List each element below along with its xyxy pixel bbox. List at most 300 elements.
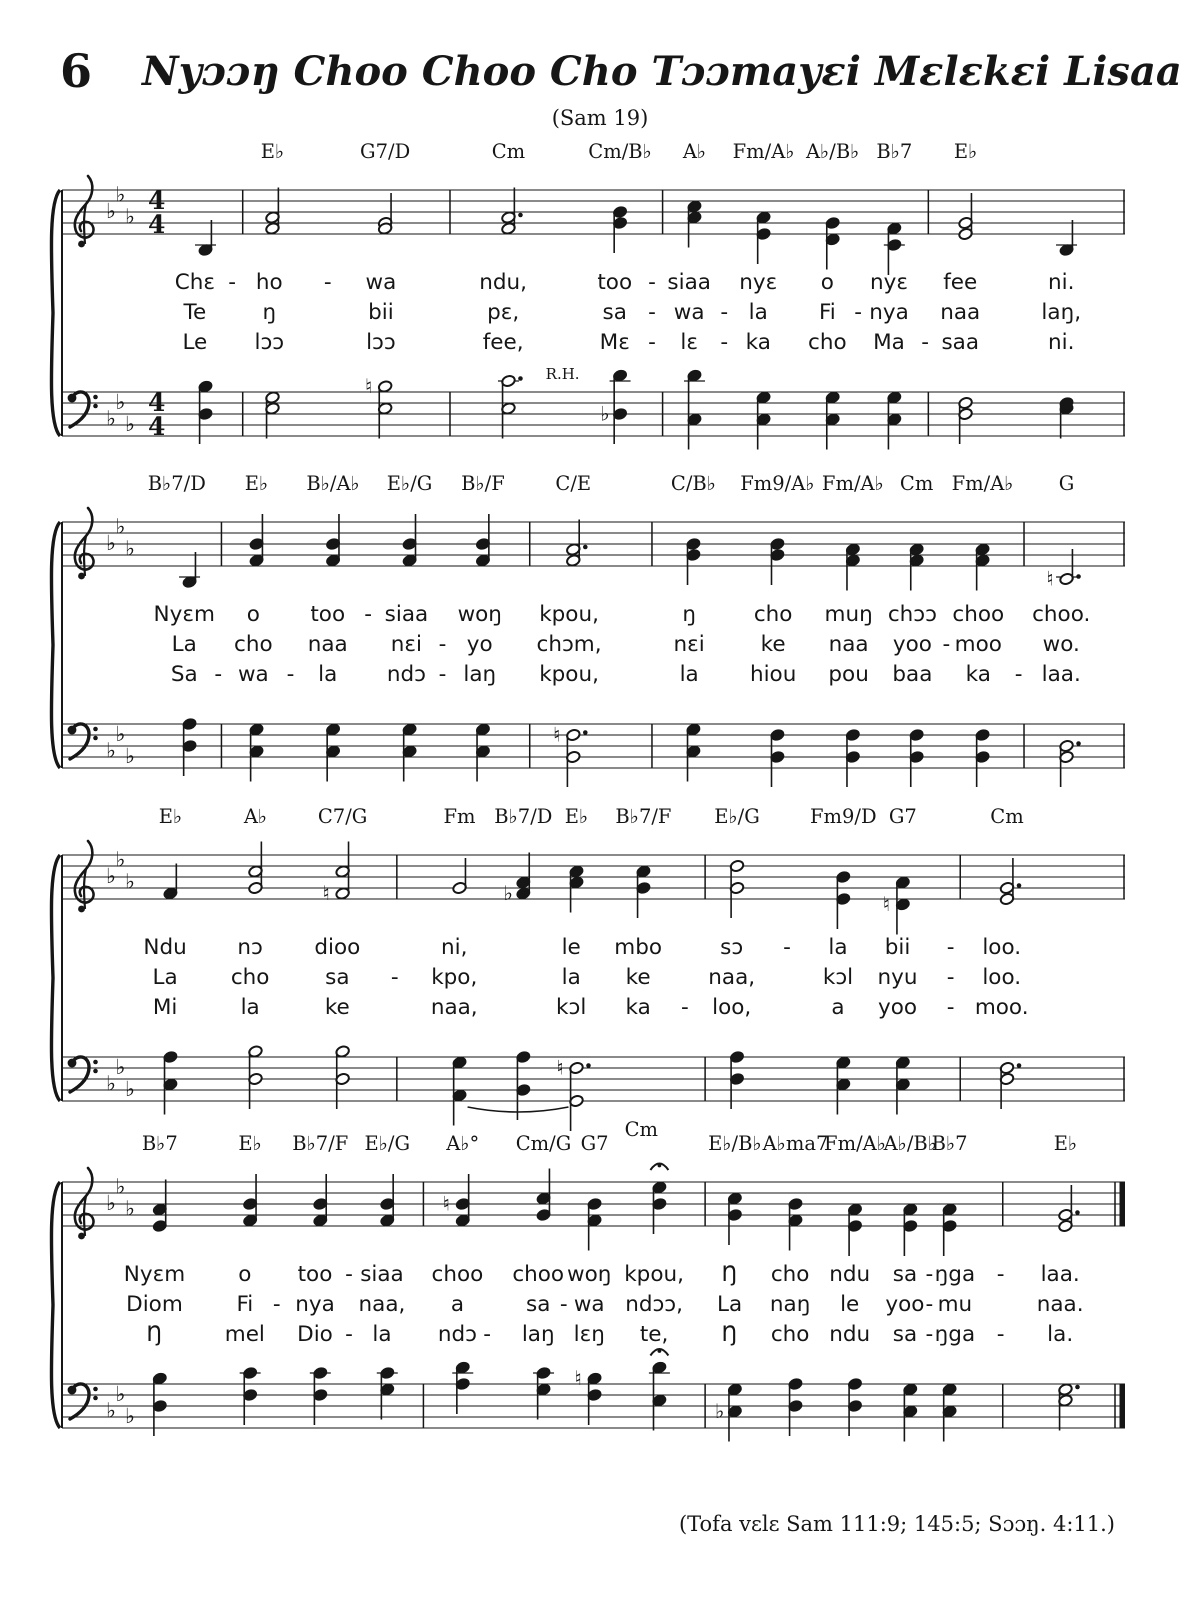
key-signature-flat: ♭ <box>125 536 135 561</box>
note-half <box>729 859 744 918</box>
fermata-icon <box>658 1164 662 1168</box>
verse-line <box>62 662 1125 692</box>
chord-label: Fm <box>443 805 476 828</box>
bass-clef-icon <box>70 1057 89 1092</box>
key-signature-flat: ♭ <box>115 722 126 746</box>
chord-label: B♭7/D <box>494 805 553 828</box>
augmentation-dot <box>586 1063 591 1068</box>
syllable-hyphen: - <box>648 300 656 325</box>
natural-accidental: ♮ <box>1046 566 1054 591</box>
syllable-hyphen: - <box>946 965 955 990</box>
lyric-syllable: naa <box>307 632 348 657</box>
lyric-syllable: Ma <box>873 330 905 355</box>
lyric-syllable: mbo <box>614 935 663 960</box>
lyric-syllable: chɔɔ <box>887 602 937 627</box>
syllable-hyphen: - <box>996 1322 1005 1347</box>
note-half <box>498 374 523 438</box>
syllable-hyphen: - <box>925 1292 934 1317</box>
lyric-syllable: te, <box>639 1322 669 1347</box>
lyric-syllable: kpo, <box>431 965 478 990</box>
lyric-syllable: moo <box>954 632 1002 657</box>
lyric-syllable: siaa <box>667 270 711 295</box>
lyric-syllable: kpou, <box>539 662 599 687</box>
note-half <box>323 842 351 906</box>
treble-staff <box>62 162 1125 262</box>
augmentation-dot <box>1076 574 1081 579</box>
note-half <box>265 188 280 236</box>
lyric-syllable: wa <box>365 270 397 295</box>
key-signature-flat: ♭ <box>115 847 126 872</box>
chord-label: A♭/B♭ <box>805 140 860 163</box>
lyric-syllable: woŋ <box>457 602 502 627</box>
chord-row <box>62 805 1125 827</box>
lyric-syllable: nɛi <box>673 632 705 657</box>
lyric-syllable: kpou, <box>624 1262 684 1287</box>
key-signature-flat: ♭ <box>125 1077 135 1101</box>
note-quarter <box>475 723 490 782</box>
key-signature-flat: ♭ <box>106 531 116 555</box>
lyric-syllable: la <box>828 935 848 960</box>
lyric-syllable: sa <box>892 1322 918 1347</box>
lyric-syllable: ka <box>965 662 991 687</box>
lyrics-block <box>62 935 1125 1025</box>
staff-system <box>62 140 1125 454</box>
key-signature-flat: ♭ <box>106 199 116 223</box>
lyric-syllable: ke <box>625 965 651 990</box>
time-signature-bottom: 4 <box>148 412 166 441</box>
key-signature-flat: ♭ <box>115 182 126 207</box>
chord-label: B♭7 <box>141 1132 178 1155</box>
lyric-syllable: ndu <box>829 1262 871 1287</box>
chord-label: Fm/A♭ <box>824 1132 886 1155</box>
note-quarter <box>883 876 911 935</box>
note-quarter <box>649 1349 670 1431</box>
note-quarter <box>687 200 702 248</box>
time-signature-bottom: 4 <box>148 210 166 239</box>
key-signature-flat: ♭ <box>125 412 135 436</box>
chord-label: Cm <box>624 1118 659 1141</box>
note-quarter <box>686 723 701 782</box>
note-quarter <box>895 1056 910 1115</box>
key-signature-flat: ♭ <box>125 1196 135 1221</box>
bass-staff <box>62 1358 1125 1446</box>
note-quarter <box>533 1366 554 1419</box>
lyric-syllable: cho <box>808 330 847 355</box>
treble-clef-icon <box>78 1233 85 1240</box>
syllable-hyphen: - <box>921 330 930 355</box>
lyric-syllable: laŋ <box>521 1322 555 1347</box>
flat-accidental: ♭ <box>600 401 610 426</box>
bass-clef-icon <box>93 1387 98 1392</box>
note-quarter <box>612 205 627 253</box>
chord-label: A♭/B♭ <box>883 1132 937 1155</box>
lyric-syllable: nya <box>295 1292 335 1317</box>
lyric-syllable: Sa <box>170 662 198 687</box>
note-quarter <box>825 216 840 269</box>
note-quarter <box>942 1383 957 1442</box>
chord-label: E♭/G <box>364 1132 411 1155</box>
lyric-syllable: La <box>716 1292 743 1317</box>
note-half <box>452 858 467 895</box>
syllable-hyphen: - <box>946 935 955 960</box>
lyric-syllable: Mɛ <box>599 330 630 355</box>
treble-staff <box>62 494 1125 594</box>
lyric-syllable: naa <box>828 632 869 657</box>
lyric-syllable: Ndu <box>143 935 187 960</box>
note-half <box>248 842 263 895</box>
page-subtitle: (Sam 19) <box>551 106 649 130</box>
lyric-syllable: woŋ <box>567 1262 612 1287</box>
syllable-hyphen: - <box>438 662 447 687</box>
syllable-hyphen: - <box>648 330 656 355</box>
syllable-hyphen: - <box>720 300 729 325</box>
key-signature-flat: ♭ <box>125 1404 135 1428</box>
note-quarter <box>195 220 216 257</box>
system-brace <box>51 522 60 768</box>
chord-label: B♭7/F <box>292 1132 349 1155</box>
system-brace <box>51 855 60 1101</box>
key-signature-flat: ♭ <box>115 1055 126 1079</box>
chord-label: E♭ <box>260 140 285 163</box>
lyric-syllable: kɔl <box>556 995 587 1020</box>
note-quarter <box>909 728 924 787</box>
note-quarter <box>163 1050 178 1114</box>
lyric-syllable: Fi <box>818 300 836 325</box>
verse-line <box>62 995 1125 1025</box>
lyric-syllable: lɔɔ <box>254 330 285 355</box>
syllable-hyphen: - <box>323 270 332 295</box>
lyric-syllable: la <box>318 662 338 687</box>
syllable-hyphen: - <box>996 1262 1005 1287</box>
lyric-syllable: siaa <box>384 602 429 627</box>
key-signature-flat: ♭ <box>115 1382 126 1406</box>
fermata-icon <box>658 1349 662 1353</box>
chord-label: Fm/A♭ <box>732 140 795 163</box>
lyric-syllable: nyu <box>877 965 918 990</box>
note-half <box>265 391 280 439</box>
lyrics-block <box>62 270 1125 360</box>
natural-accidental: ♮ <box>322 881 330 905</box>
chord-label: C/E <box>555 472 592 495</box>
syllable-hyphen: - <box>925 1322 934 1347</box>
verse-line <box>62 330 1125 360</box>
note-quarter <box>152 1372 167 1436</box>
lyric-syllable: saa <box>941 330 980 355</box>
lyric-syllable: nyɛ <box>870 270 908 295</box>
lyric-syllable: kɔl <box>822 965 854 990</box>
key-signature-flat: ♭ <box>106 864 116 888</box>
syllable-hyphen: - <box>438 632 447 657</box>
lyric-syllable: yoo <box>892 632 932 657</box>
key-signature-flat: ♭ <box>125 744 135 768</box>
lyric-syllable: pɛ, <box>487 300 520 325</box>
note-half <box>1058 1383 1080 1431</box>
lyric-syllable: dioo <box>314 935 361 960</box>
note-quarter <box>240 1366 261 1425</box>
lyric-syllable: pou <box>828 662 869 687</box>
syllable-hyphen: - <box>272 1292 281 1317</box>
lyric-syllable: mu <box>937 1292 973 1317</box>
chord-label: Fm9/A♭ <box>740 472 815 495</box>
lyric-syllable: ŋga <box>934 1262 976 1287</box>
lyric-syllable: o <box>238 1262 252 1287</box>
note-quarter <box>975 543 990 591</box>
lyric-syllable: nyɛ <box>739 270 778 295</box>
lyric-syllable: lɔɔ <box>366 330 396 355</box>
note-quarter <box>727 1192 742 1245</box>
key-signature-flat: ♭ <box>106 406 116 431</box>
chord-row <box>62 472 1125 494</box>
treble-clef-icon <box>78 241 85 248</box>
lyric-syllable: naa <box>940 300 981 325</box>
note-half <box>553 723 587 788</box>
chord-label: B♭7 <box>876 140 913 163</box>
syllable-hyphen: - <box>214 662 223 687</box>
note-quarter <box>569 865 584 913</box>
augmentation-dot <box>583 545 588 550</box>
lyric-syllable: sɔ <box>720 935 744 960</box>
natural-accidental: ♮ <box>553 722 561 747</box>
chord-label: E♭ <box>238 1132 262 1155</box>
note-quarter <box>845 728 860 787</box>
system-brace <box>44 190 62 436</box>
key-signature-flat: ♭ <box>115 1174 126 1199</box>
natural-accidental: ♮ <box>365 374 373 398</box>
natural-accidental: ♮ <box>556 1055 564 1080</box>
lyric-syllable: ke <box>760 632 786 657</box>
lyric-syllable: lɛ <box>680 330 698 355</box>
note-quarter <box>942 1203 957 1256</box>
bass-clef-icon <box>93 1396 98 1401</box>
note-half <box>958 396 973 444</box>
lyric-syllable: la. <box>1047 1322 1074 1347</box>
syllable-hyphen: - <box>854 300 863 325</box>
chord-label: B♭/A♭ <box>306 472 360 495</box>
bass-clef-icon <box>70 392 89 427</box>
lyric-syllable: laa. <box>1041 662 1081 687</box>
lyric-syllable: fee, <box>482 330 524 355</box>
syllable-hyphen: - <box>390 965 399 990</box>
final-barline <box>1120 1182 1126 1226</box>
verse-line <box>62 965 1125 995</box>
note-quarter <box>600 369 631 444</box>
chord-label: G7 <box>580 1132 609 1155</box>
chord-label: Cm/B♭ <box>588 140 652 163</box>
system-brace <box>51 190 60 436</box>
lyric-syllable: Ŋ <box>721 1262 738 1287</box>
note-quarter <box>310 1366 331 1425</box>
lyric-syllable: Chɛ <box>174 270 216 295</box>
bass-clef-icon <box>70 724 89 759</box>
rh-label: R.H. <box>545 365 580 383</box>
hymn-number: 6 <box>60 44 93 98</box>
syllable-hyphen: - <box>946 995 955 1020</box>
lyric-syllable: laa. <box>1040 1262 1080 1287</box>
note-quarter <box>1059 396 1074 438</box>
syllable-hyphen: - <box>1014 662 1023 687</box>
note-quarter <box>770 537 785 585</box>
lyric-syllable: cho <box>770 1322 810 1347</box>
note-quarter <box>179 552 200 589</box>
lyric-syllable: Ŋ <box>146 1322 163 1347</box>
lyric-syllable: la <box>240 995 260 1020</box>
staff-system <box>62 472 1125 786</box>
note-half <box>335 1045 350 1109</box>
syllable-hyphen: - <box>364 602 373 627</box>
lyric-syllable: yoo <box>877 995 918 1020</box>
augmentation-dot <box>518 376 523 381</box>
scripture-reference: (Tofa vɛlɛ Sam 111:9; 145:5; Sɔɔŋ. 4:11.) <box>678 1512 1115 1536</box>
time-signature-top: 4 <box>148 186 166 215</box>
treble-staff <box>62 1154 1125 1254</box>
lyric-syllable: too <box>297 1262 333 1287</box>
verse-line <box>62 935 1125 965</box>
lyric-syllable: yo <box>466 632 493 657</box>
syllable-hyphen: - <box>559 1292 568 1317</box>
lyric-syllable: choo <box>431 1262 484 1287</box>
syllable-hyphen: - <box>925 1262 934 1287</box>
verse-line <box>62 1262 1125 1292</box>
lyric-syllable: mel <box>224 1322 265 1347</box>
lyrics-block <box>62 1262 1125 1352</box>
note-half <box>566 520 588 568</box>
note-quarter <box>503 853 531 906</box>
chord-label: E♭ <box>244 472 269 495</box>
final-barline <box>1120 1384 1126 1428</box>
lyric-syllable: siaa <box>360 1262 404 1287</box>
note-half <box>501 188 523 236</box>
verse-line <box>62 1292 1125 1322</box>
chord-label: Fm9/D <box>809 805 877 828</box>
lyric-syllable: ndɔ <box>386 662 426 687</box>
lyric-syllable: la <box>748 300 768 325</box>
lyric-syllable: yoo <box>885 1292 925 1317</box>
lyric-syllable: le <box>840 1292 860 1317</box>
time-signature-top: 4 <box>148 388 166 417</box>
lyric-syllable: kpou, <box>539 602 599 627</box>
lyric-syllable: loo, <box>712 995 752 1020</box>
flat-accidental: ♭ <box>714 1399 725 1423</box>
chord-label: A♭ <box>243 805 268 828</box>
treble-clef-icon <box>78 906 85 913</box>
key-signature-flat: ♭ <box>125 869 135 894</box>
bass-clef-icon <box>93 404 98 409</box>
note-quarter <box>198 380 213 444</box>
key-signature-flat: ♭ <box>106 1398 116 1423</box>
note-quarter <box>249 723 264 782</box>
bass-clef-icon <box>93 1069 98 1074</box>
chord-label: E♭/G <box>386 472 433 495</box>
key-signature-flat: ♭ <box>106 1071 116 1096</box>
chord-label: A♭ <box>682 140 707 163</box>
chord-label: E♭/B♭ <box>708 1132 762 1155</box>
note-quarter <box>756 211 771 264</box>
lyric-syllable: choo <box>952 602 1005 627</box>
note-quarter <box>152 1180 167 1233</box>
note-quarter <box>909 543 924 591</box>
note-half <box>365 374 393 439</box>
lyric-syllable: Nyɛm <box>153 602 215 627</box>
system-brace <box>44 522 62 768</box>
lyric-syllable: La <box>171 632 197 657</box>
note-quarter <box>452 1056 467 1126</box>
chord-label: E♭ <box>158 805 183 828</box>
lyric-syllable: Te <box>183 300 207 325</box>
note-half <box>248 1045 263 1109</box>
chord-label: A♭ma7 <box>762 1132 829 1155</box>
lyric-syllable: Le <box>182 330 208 355</box>
syllable-hyphen: - <box>345 1262 353 1287</box>
lyric-syllable: naa. <box>1036 1292 1084 1317</box>
lyric-syllable: cho <box>770 1262 810 1287</box>
lyric-syllable: ka <box>625 995 651 1020</box>
chord-label: E♭ <box>1053 1132 1078 1155</box>
lyric-syllable: sa <box>892 1262 918 1287</box>
lyric-syllable: cho <box>753 602 793 627</box>
lyric-syllable: cho <box>230 965 270 990</box>
note-quarter <box>729 1050 744 1109</box>
lyric-syllable: ni. <box>1048 270 1075 295</box>
augmentation-dot <box>1075 1210 1080 1215</box>
verse-line <box>62 602 1125 632</box>
lyric-syllable: ka <box>745 330 771 355</box>
natural-accidental: ♮ <box>882 892 890 916</box>
lyric-syllable: fee <box>943 270 978 295</box>
lyric-syllable: ke <box>324 995 350 1020</box>
bass-clef-icon <box>93 1060 98 1065</box>
note-quarter <box>903 1203 918 1256</box>
chord-label: E♭ <box>564 805 589 828</box>
lyric-syllable: ndu <box>829 1322 871 1347</box>
treble-staff <box>62 827 1125 927</box>
chord-label: Cm/G <box>515 1132 572 1155</box>
lyric-syllable: too <box>597 270 633 295</box>
lyric-syllable: choo. <box>1032 602 1091 627</box>
lyric-syllable: Diom <box>126 1292 183 1317</box>
note-quarter <box>847 1377 862 1436</box>
augmentation-dot <box>1075 1385 1080 1390</box>
treble-clef-icon <box>78 573 85 580</box>
key-signature-flat: ♭ <box>115 390 126 414</box>
lyric-syllable: la <box>561 965 581 990</box>
bass-clef-icon <box>93 727 98 732</box>
augmentation-dot <box>1017 883 1022 888</box>
note-quarter <box>715 1383 743 1442</box>
lyric-syllable: nya <box>869 300 909 325</box>
lyric-syllable: sa <box>526 1292 551 1317</box>
note-quarter <box>325 723 340 782</box>
lyric-syllable: ŋga <box>934 1322 976 1347</box>
lyric-syllable: ndu, <box>479 270 528 295</box>
chord-label: B♭7/F <box>615 805 672 828</box>
chord-label: C7/G <box>317 805 368 828</box>
lyric-syllable: Ŋ <box>721 1322 738 1347</box>
lyric-syllable: loo. <box>982 965 1022 990</box>
note-quarter <box>163 864 178 901</box>
syllable-hyphen: - <box>228 270 236 295</box>
syllable-hyphen: - <box>942 632 951 657</box>
verse-line <box>62 632 1125 662</box>
note-quarter <box>884 222 905 275</box>
lyric-syllable: cho <box>234 632 273 657</box>
note-quarter <box>377 1366 398 1419</box>
chord-label: A♭° <box>446 1132 480 1155</box>
lyric-syllable: sa <box>602 300 627 325</box>
syllable-hyphen: - <box>783 935 791 960</box>
natural-accidental: ♮ <box>442 1191 450 1216</box>
lyric-syllable: loo. <box>982 935 1022 960</box>
lyric-syllable: Nyɛm <box>123 1262 186 1287</box>
